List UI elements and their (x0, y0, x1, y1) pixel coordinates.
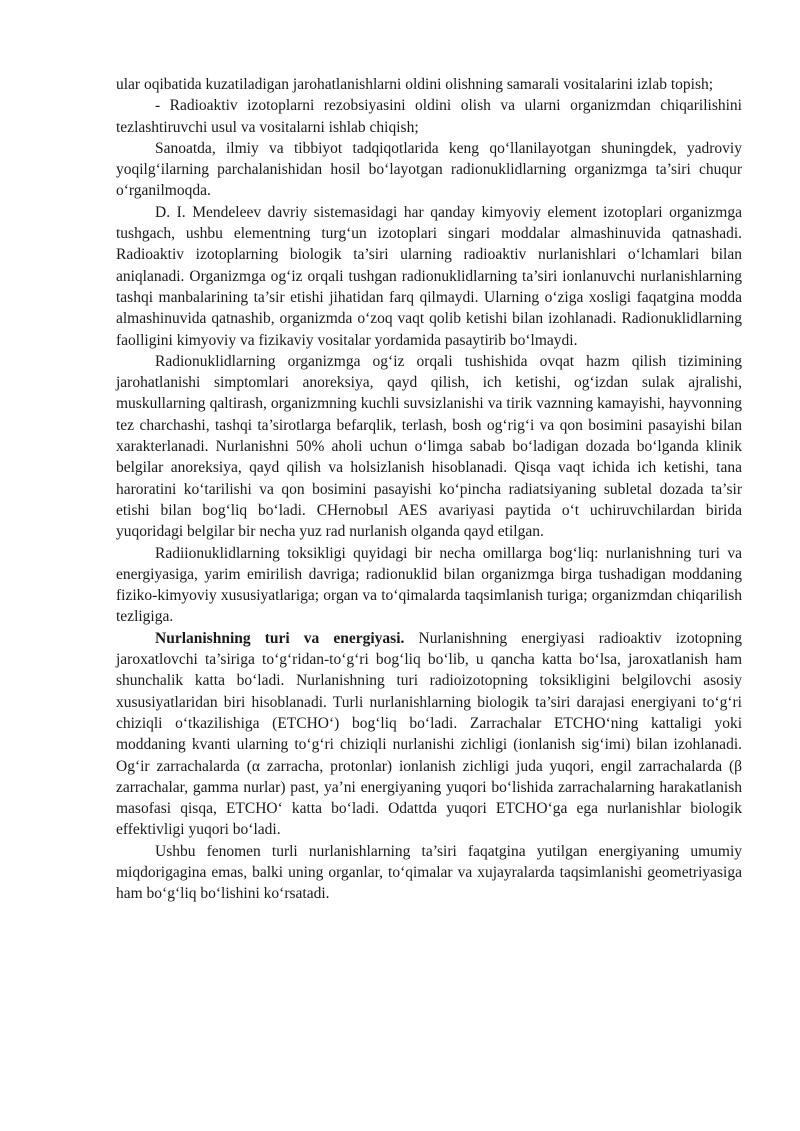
paragraph-toxicity-factors: Radiionuklidlarning toksikligi quyidagi bir necha omillarga bog‘liq: nurlanishning turi va energiyasiga, yarim emirilish davriga; radionuklid bilan organizmga birga tushadigan moddaning fiziko-kimyoviy xususiyatlariga; organ va to‘qimalarda taqsimlanish turiga; organizmdan chiqarilish tezligiga. (116, 544, 742, 626)
paragraph-radiation-type (116, 628, 742, 841)
paragraph-industry-research: Sanoatda, ilmiy va tibbiyot tadqiqotlarida keng qo‘llanilayotgan shuningdek, yadroviy yoqilg‘ilarning parchalanishidan hosil bo‘layotgan radionuklidlarning organizmga ta’siri chuqur o‘rganilmoqda. (116, 139, 742, 200)
paragraph-list-item: - Radioaktiv izotoplarni rezobsiyasini oldini olish va ularni organizmdan chiqarilishini tezlashtiruvchi usul va vositalarni ishlab chiqish; (116, 97, 742, 136)
section-body: Nurlanishning energiyasi radioaktiv izotopning jaroxatlovchi ta’siriga to‘g‘ridan-to‘g‘ri bog‘liq bo‘lib, u qancha katta bo‘lsa, jaroxatlanish ham shunchalik katta bo‘ladi. Nurlanishning turi radioizotopning toksikligini belgilovchi asosiy xususiyatlaridan biri hisoblanadi. Turli nurlanishlarning biologik ta’siri darajasi energiyani to‘g‘ri chiziqli o‘tkazilishiga (ETCHO‘) bog‘liq bo‘ladi. Zarrachalar ETCHO‘ning kattaligi yoki moddaning kvanti ularning to‘g‘ri chiziqli nurlanishi zichligi (ionlanish sig‘imi) bilan izohlanadi. Og‘ir zarrachalarda (α zarracha, protonlar) ionlanish zichligi juda yuqori, engil zarrachalarda (β zarrachalar, gamma nurlar) past, ya’ni energiyaning yuqori bo‘lishida zarrachalarning harakatlanish masofasi qisqa, ETCHO‘ katta bo‘ladi. Odattda yuqori ETCHO‘ga ega nurlanishlar biologik effektivligi yuqori bo‘ladi. (116, 629, 743, 839)
section-heading: Nurlanishning turi va energiyasi. (155, 629, 405, 647)
paragraph-mendeleev: D. I. Mendeleev davriy sistemasidagi har qanday kimyoviy element izotoplari organizmga tushgach, ushbu elementning turg‘un izotoplari singari moddalar almashinuvida qatnashadi. Radioaktiv izotoplarning biologik ta’siri ularning radioaktiv nurlanishlari o‘lchamlari bilan aniqlanadi. Organizmga og‘iz orqali tushgan radionuklidlarning ta’siri ionlanuvchi nurlanishlarning tashqi manbalarining ta’sir etishi jihatidan farq qilmaydi. Ularning o‘ziga xosligi faqatgina modda almashinuvida qatnashib, organizmda o‘zoq vaqt qolib ketishi bilan izohlanadi. Radionuklidlarning faolligini kimyoviy va fizikaviy vositalar yordamida pasaytirib bo‘lmaydi. (116, 203, 742, 349)
document-page (116, 74, 742, 905)
paragraph-continuation: ular oqibatida kuzatiladigan jarohatlanishlarni oldini olishning samarali vositalarini izlab topish; (116, 76, 714, 93)
paragraph-phenomenon: Ushbu fenomen turli nurlanishlarning ta’siri faqatgina yutilgan energiyaning umumiy miqdorigagina emas, balki uning organlar, to‘qimalar va xujayralarda taqsimlanishi geometriyasiga ham bo‘g‘liq bo‘lishini ko‘rsatadi. (116, 842, 742, 903)
paragraph-symptoms: Radionuklidlarning organizmga og‘iz orqali tushishida ovqat hazm qilish tizimining jarohatlanishi simptomlari anoreksiya, qayd qilish, ich ketishi, og‘izdan sulak ajralishi, muskullarning qaltirash, organizmning kuchli suvsizlanishi va tirik vaznning kamayishi, hayvonning tez charchashi, tashqi ta’sirotlarga befarqlik, terlash, bosh og‘rig‘i va qon bosimini pasayishi bilan xarakterlanadi. Nurlanishni 50% aholi uchun o‘limga sabab bo‘ladigan dozada bo‘lganda klinik belgilar anoreksiya, qayd qilish va holsizlanish hisoblanadi. Qisqa vaqt ichida ich ketishi, tana haroratini ko‘tarilishi va qon bosimini pasayishi ko‘pincha radiatsiyaning subletal dozada ta’sir etishi bilan bog‘liq bo‘ladi. CHernobыl AES avariyasi paytida o‘t uchiruvchilardan birida yuqoridagi belgilar bir necha yuz rad nurlanish olganda qayd etilgan. (116, 352, 742, 541)
